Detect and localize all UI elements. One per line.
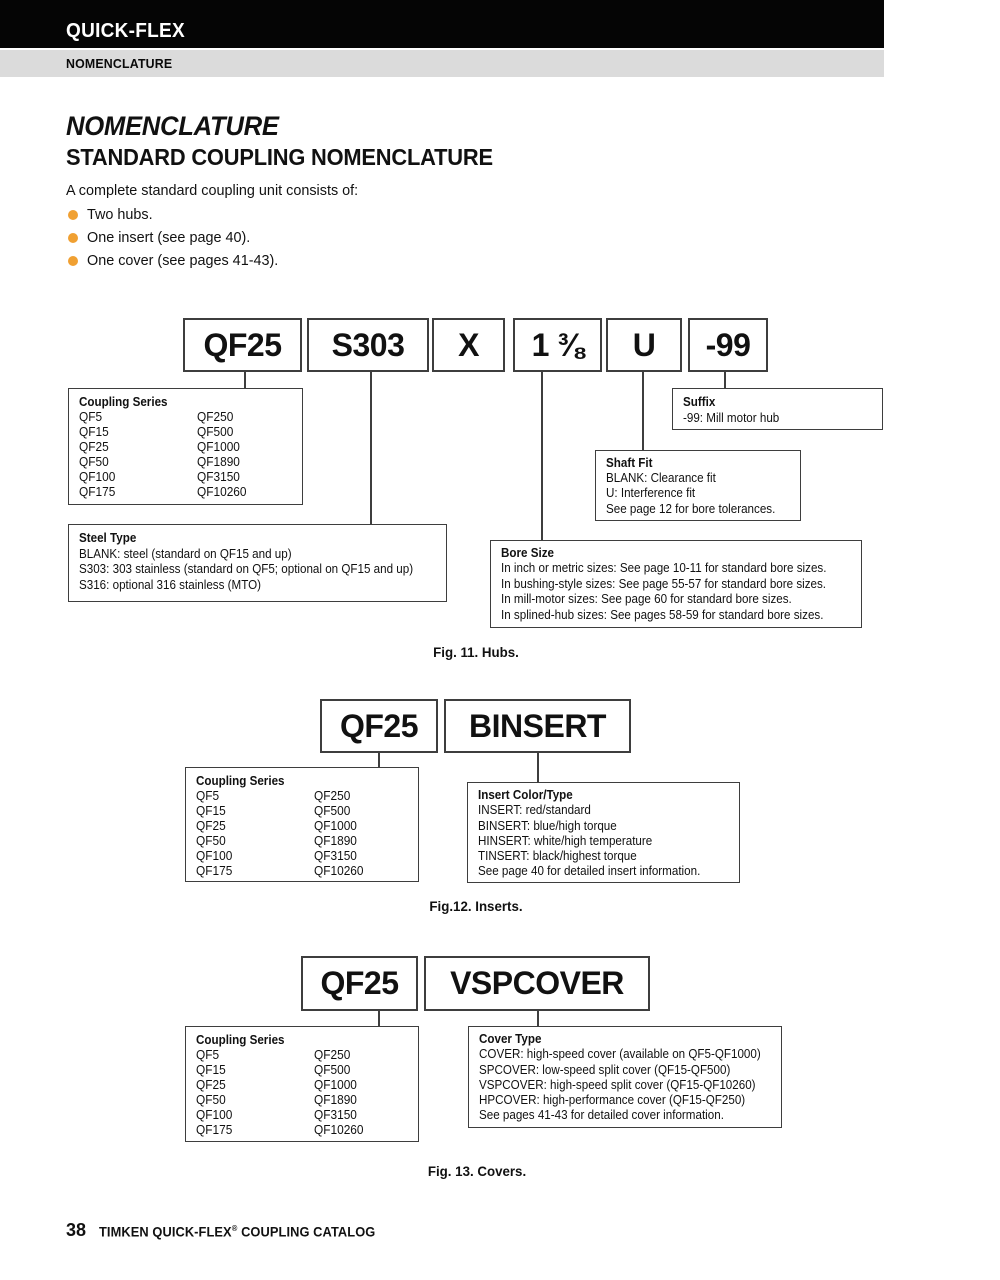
code-box-series: QF25 — [301, 956, 418, 1011]
box-line: -99: Mill motor hub — [683, 410, 780, 425]
series-value: QF10260 — [197, 485, 247, 499]
box-line: COVER: high-speed cover (available on QF5-QF1000) — [479, 1047, 761, 1062]
box-title: Cover Type — [479, 1032, 542, 1046]
code-box-cover: VSPCOVER — [424, 956, 650, 1011]
series-value: QF1890 — [314, 1093, 357, 1107]
box-line: See pages 41-43 for detailed cover information. — [479, 1108, 724, 1123]
series-value: QF15 — [196, 1063, 226, 1077]
code-box-bore: 1 ⅜ — [513, 318, 602, 372]
connector-line — [244, 372, 246, 388]
code-box-suffix: -99 — [688, 318, 768, 372]
series-value: QF10260 — [314, 1123, 364, 1137]
series-value: QF15 — [79, 425, 109, 439]
coupling-series-box — [185, 767, 419, 882]
series-value: QF50 — [79, 455, 109, 469]
code-box-series: QF25 — [320, 699, 438, 753]
connector-line — [537, 1011, 539, 1026]
box-line: BLANK: steel (standard on QF15 and up) — [79, 546, 292, 561]
series-value: QF5 — [196, 1048, 220, 1062]
series-value: QF250 — [197, 410, 234, 424]
series-value: QF500 — [314, 1063, 351, 1077]
box-line: HPCOVER: high-performance cover (QF15-QF250) — [479, 1093, 746, 1108]
list-item — [68, 206, 155, 223]
list-item-label: Two hubs. — [87, 206, 153, 223]
series-value: QF1890 — [197, 455, 240, 469]
page-title: NOMENCLATURE — [66, 111, 279, 141]
box-line: SPCOVER: low-speed split cover (QF15-QF500) — [479, 1062, 731, 1077]
insert-type-box — [467, 782, 740, 883]
box-title: Coupling Series — [196, 1033, 285, 1047]
header-bar — [0, 0, 884, 48]
bore-size-box — [490, 540, 862, 628]
series-value: QF10260 — [314, 864, 364, 878]
box-line: HINSERT: white/high temperature — [478, 833, 653, 848]
connector-line — [541, 372, 543, 540]
series-value: QF5 — [79, 410, 103, 424]
list-item — [68, 229, 257, 246]
box-title: Suffix — [683, 395, 716, 409]
series-value: QF25 — [196, 819, 226, 833]
series-value: QF50 — [196, 1093, 226, 1107]
footer-brand-suffix: COUPLING CATALOG — [237, 1224, 376, 1239]
figure-caption: Fig. 11. Hubs. — [433, 644, 519, 660]
series-value: QF5 — [196, 789, 220, 803]
box-title: Bore Size — [501, 546, 554, 560]
series-value: QF3150 — [314, 1108, 357, 1122]
series-value: QF50 — [196, 834, 226, 848]
box-title: Coupling Series — [79, 395, 168, 409]
connector-line — [378, 753, 380, 767]
list-item-label: One insert (see page 40). — [87, 229, 251, 246]
box-line: BINSERT: blue/high torque — [478, 818, 617, 833]
box-title: Steel Type — [79, 531, 137, 545]
code-box-x: X — [432, 318, 505, 372]
series-value: QF15 — [196, 804, 226, 818]
box-line: See page 40 for detailed insert information. — [478, 864, 701, 879]
connector-line — [378, 1011, 380, 1026]
box-line: In inch or metric sizes: See page 10-11 for standard bore sizes. — [501, 561, 827, 576]
code-box-series: QF25 — [183, 318, 302, 372]
steel-type-box — [68, 524, 447, 602]
series-value: QF3150 — [197, 470, 240, 484]
section-bar — [0, 50, 884, 77]
series-value: QF1000 — [197, 440, 240, 454]
series-value: QF175 — [196, 864, 233, 878]
list-item — [68, 252, 286, 269]
box-line: S303: 303 stainless (standard on QF5; optional on QF15 and up) — [79, 562, 414, 577]
series-value: QF25 — [196, 1078, 226, 1092]
series-value: QF250 — [314, 1048, 351, 1062]
series-value: QF500 — [314, 804, 351, 818]
box-line: VSPCOVER: high-speed split cover (QF15-QF10260) — [479, 1077, 756, 1092]
box-line: In mill-motor sizes: See page 60 for standard bore sizes. — [501, 592, 792, 607]
series-value: QF1000 — [314, 1078, 357, 1092]
figure-caption: Fig. 13. Covers. — [427, 1163, 527, 1179]
series-value: QF250 — [314, 789, 351, 803]
code-box-fit: U — [606, 318, 682, 372]
bullet-icon — [68, 256, 78, 266]
box-line: U: Interference fit — [606, 486, 696, 501]
page-subtitle: STANDARD COUPLING NOMENCLATURE — [66, 144, 493, 170]
registered-mark: ® — [231, 1223, 238, 1233]
box-line: BLANK: Clearance fit — [606, 471, 716, 486]
footer-text — [99, 1224, 375, 1240]
page-number: 38 — [66, 1220, 87, 1240]
box-line: INSERT: red/standard — [478, 803, 591, 818]
suffix-box — [672, 388, 883, 430]
box-line: In splined-hub sizes: See pages 58-59 for standard bore sizes. — [501, 607, 824, 622]
shaft-fit-box — [595, 450, 801, 521]
coupling-series-box — [68, 388, 303, 505]
connector-line — [370, 372, 372, 524]
series-value: QF1000 — [314, 819, 357, 833]
series-value: QF1890 — [314, 834, 357, 848]
page-footer — [66, 1220, 390, 1241]
series-value: QF100 — [79, 470, 116, 484]
series-value: QF500 — [197, 425, 234, 439]
connector-line — [537, 753, 539, 782]
intro-lead: A complete standard coupling unit consists of: — [66, 182, 359, 199]
box-title: Shaft Fit — [606, 456, 653, 470]
figure-caption: Fig.12. Inserts. — [429, 898, 523, 914]
series-value: QF25 — [79, 440, 109, 454]
footer-brand: TIMKEN QUICK-FLEX — [99, 1224, 232, 1239]
code-box-steel: S303 — [307, 318, 429, 372]
cover-type-box — [468, 1026, 782, 1128]
series-value: QF175 — [196, 1123, 233, 1137]
code-box-insert: BINSERT — [444, 699, 631, 753]
section-title: NOMENCLATURE — [66, 56, 173, 71]
series-value: QF100 — [196, 1108, 233, 1122]
brand-title: QUICK-FLEX — [66, 20, 185, 42]
box-title: Insert Color/Type — [478, 788, 573, 802]
box-line: S316: optional 316 stainless (MTO) — [79, 577, 262, 592]
series-value: QF100 — [196, 849, 233, 863]
series-value: QF3150 — [314, 849, 357, 863]
bullet-icon — [68, 210, 78, 220]
coupling-series-box — [185, 1026, 419, 1142]
connector-line — [642, 372, 644, 450]
series-value: QF175 — [79, 485, 116, 499]
box-line: In bushing-style sizes: See page 55-57 for standard bore sizes. — [501, 576, 827, 591]
box-title: Coupling Series — [196, 774, 285, 788]
box-line: TINSERT: black/highest torque — [478, 849, 637, 864]
list-item-label: One cover (see pages 41-43). — [87, 252, 279, 269]
connector-line — [724, 372, 726, 388]
bullet-icon — [68, 233, 78, 243]
box-line: See page 12 for bore tolerances. — [606, 501, 776, 516]
